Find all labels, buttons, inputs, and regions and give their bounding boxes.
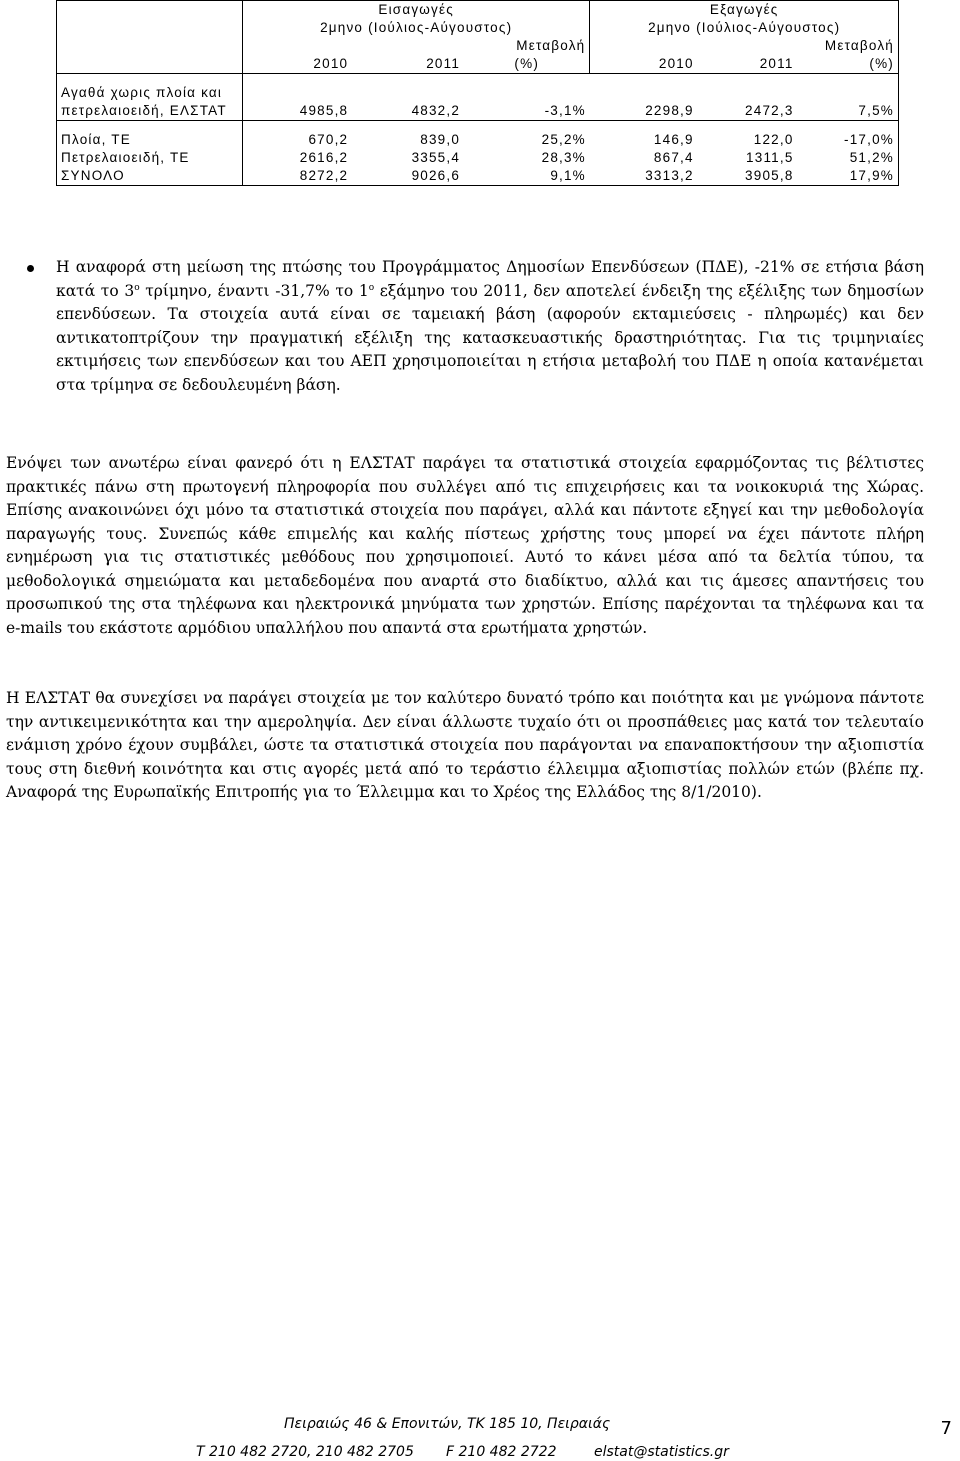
bullet-text-3: εξάμηνο του 2011, δεν αποτελεί ένδειξη της εξέλιξης των δημοσίων επενδύσεων. Τα στοιχεία αυτά είναι σε ταμειακή βάση (αφορούν εκταμιεύσεις - πληρωμές) και δεν αντικατοπτρίζουν την πραγματική εξέλιξη της κατασκευαστικής δραστηριότητας. Για τις τριμηνιαίες εκτιμήσεις των επενδύσεων και του ΑΕΠ χρησιμοποιείται η ετήσια μεταβολή του ΠΔΕ η οποία κατανέμεται στα τρίμηνα σε δεδουλευμένη βάση. — [56, 281, 924, 394]
bullet-text-1: Η αναφορά στη μείωση της πτώσης του Προγράμματος Δημοσίων Επενδύσεων (ΠΔΕ), -21% σε ετήσια βάση κατά το 3 — [56, 258, 924, 300]
cell: 670,2 — [242, 131, 352, 149]
cell: 28,3% — [541, 150, 586, 165]
change-unit-imp: (%) — [464, 55, 590, 74]
row-label: Πετρελαιοειδή, ΤΕ — [57, 149, 243, 167]
trade-table — [56, 0, 899, 186]
cell: 3905,8 — [698, 167, 798, 186]
paragraph-2: Η ΕΛΣΤΑΤ θα συνεχίσει να παράγει στοιχεία με τον καλύτερο δυνατό τρόπο και ποιότητα και με γνώμονα πάντοτε την αντικειμενικότητα και την αμεροληψία. Δεν είναι άλλωστε τυχαίο ότι οι προσπάθειες μας κατά τον τελευταίο ενάμιση χρόνο έχουν συμβάλει, ώστε τα στατιστικά στοιχεία που παράγονται να επαναποκτήσουν την αξιοπιστία τους στη διεθνή κοινότητα και στις αγορές μετά από το τεράστιο έλλειμμα αξιοπιστίας πολλών ετών (βλέπε πχ. Αναφορά της Ευρωπαϊκής Επιτροπής για το Έλλειμμα και το Χρέος της Ελλάδος της 8/1/2010). — [6, 689, 924, 801]
change-label-exp: Μεταβολή — [798, 37, 899, 55]
row-label: Πλοία, ΤΕ — [57, 131, 243, 149]
cell: 4985,8 — [242, 102, 352, 121]
cell: 7,5% — [798, 102, 899, 121]
year-2011-imp: 2011 — [352, 55, 464, 74]
footer-fax: F 210 482 2722 — [446, 1444, 557, 1460]
change-unit-exp: (%) — [798, 55, 899, 74]
bullet-text-2: τρίμηνο, έναντι -31,7% το 1 — [139, 281, 369, 300]
bullet-paragraph — [56, 256, 924, 397]
cell: 4832,2 — [352, 102, 464, 121]
row-label: ΣΥΝΟΛΟ — [57, 167, 243, 186]
cell: 146,9 — [653, 132, 694, 147]
cell: -17,0% — [798, 131, 899, 149]
cell: 9,1% — [464, 167, 590, 186]
cell: 2472,3 — [698, 102, 798, 121]
row-label: Αγαθά χωρις πλοία και — [57, 84, 243, 102]
footer-tel: Τ 210 482 2720, 210 482 2705 — [196, 1444, 414, 1460]
ordinal-sup: ο — [368, 282, 375, 293]
year-2010-imp: 2010 — [242, 55, 352, 74]
footer-email[interactable]: elstat@statistics.gr — [594, 1444, 729, 1460]
bullet-icon — [27, 265, 34, 272]
exports-period: 2μηνο (Ιούλιος-Αύγουστος) — [590, 19, 899, 37]
table-row — [57, 131, 899, 149]
footer-address: Πειραιώς 46 & Επονιτών, ΤΚ 185 10, Πειραιάς — [284, 1416, 611, 1432]
year-2010-exp: 2010 — [590, 55, 698, 74]
table-row — [57, 167, 899, 186]
cell: 839,0 — [420, 132, 461, 147]
page-number: 7 — [940, 1418, 952, 1439]
table-row — [57, 149, 899, 167]
change-label-imp: Μεταβολή — [516, 38, 586, 53]
imports-period: 2μηνο (Ιούλιος-Αύγουστος) — [242, 19, 589, 37]
cell: 9026,6 — [352, 167, 464, 186]
table-row — [57, 102, 899, 121]
cell: 867,4 — [653, 150, 694, 165]
year-2011-exp: 2011 — [698, 55, 798, 74]
cell: 2616,2 — [242, 149, 352, 167]
cell: 17,9% — [798, 167, 899, 186]
paragraph-1: Ενόψει των ανωτέρω είναι φανερό ότι η ΕΛΣΤΑΤ παράγει τα στατιστικά στοιχεία εφαρμόζοντας τις βέλτιστες πρακτικές πάνω στη πρωτογενή πληροφορία που συλλέγει από τις επιχειρήσεις και τα νοικοκυριά της Χώρας. Επίσης ανακοινώνει όχι μόνο τα στατιστικά στοιχεία που παράγει, αλλά και πάντοτε εξηγεί και την μεθοδολογία παραγωγής τους. Συνεπώς κάθε επιμελής και καλής πίστεως χρήστης τους μπορεί να έχει πάντοτε πλήρη ενημέρωση για τις στατιστικές μεθόδους που χρησιμοποιεί. Αυτό το κάνει μέσα από τα δελτία τύπου, τα μεθοδολογικά σημειώματα και μεταδεδομένα που αναρτά στο διαδίκτυο, αλλά και τις άμεσες απαντήσεις του προσωπικού της στα τηλέφωνα και ηλεκτρονικά μηνύματα των χρηστών. Επίσης παρέχονται τα τηλέφωνα και τα e-mails του εκάστοτε αρμόδιου υπαλλήλου που απαντά στα ερωτήματα χρηστών. — [6, 454, 924, 637]
cell: 3313,2 — [590, 167, 698, 186]
cell: -3,1% — [464, 102, 590, 121]
cell: 51,2% — [798, 149, 899, 167]
cell: 8272,2 — [242, 167, 352, 186]
cell: 2298,9 — [590, 102, 698, 121]
cell: 25,2% — [541, 132, 586, 147]
cell: 122,0 — [753, 132, 794, 147]
row-label: πετρελαιοειδή, ΕΛΣΤΑΤ — [57, 102, 243, 121]
cell: 3355,4 — [411, 150, 461, 165]
ordinal-sup: ο — [134, 282, 140, 293]
imports-header: Εισαγωγές — [242, 1, 589, 20]
exports-header: Εξαγωγές — [590, 1, 899, 20]
cell: 1311,5 — [746, 150, 794, 165]
